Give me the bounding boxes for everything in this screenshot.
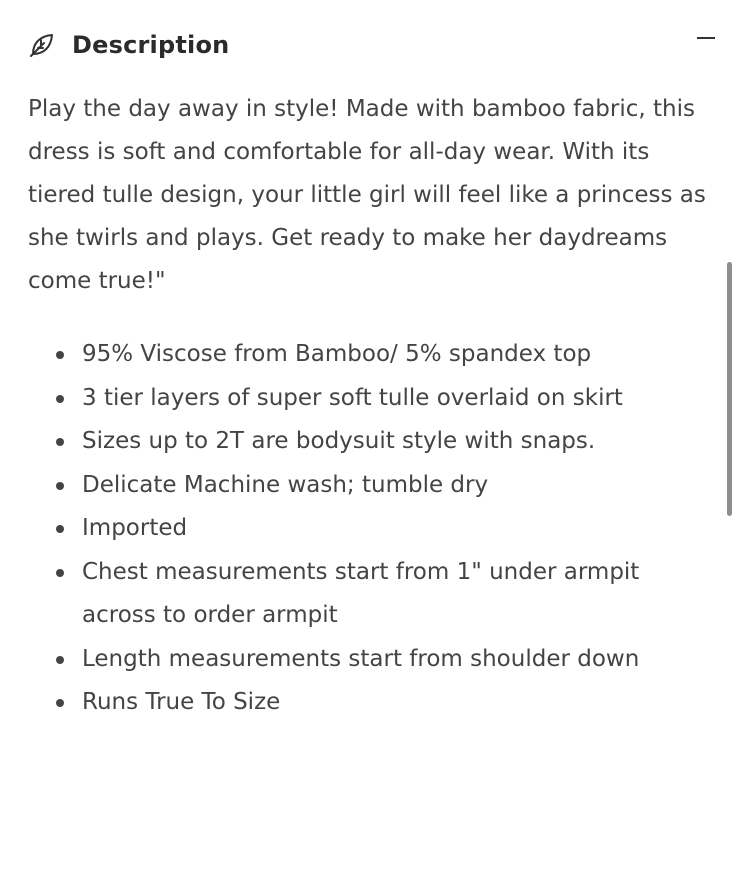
- bullet-dot: [56, 525, 64, 533]
- description-content: [28, 88, 714, 725]
- feature-text: 3 tier layers of super soft tulle overlaid on skirt: [82, 384, 623, 411]
- feature-text: Length measurements start from shoulder down: [82, 645, 640, 672]
- feature-item: [28, 420, 642, 464]
- feature-text: 95% Viscose from Bamboo/ 5% spandex top: [82, 341, 592, 367]
- bullet-dot: [56, 656, 64, 664]
- feature-item: [28, 681, 642, 725]
- leaf-icon: [28, 31, 56, 59]
- bullet-dot: [56, 569, 64, 577]
- feature-text: Sizes up to 2T are bodysuit style with snaps.: [82, 428, 596, 454]
- feature-text: Imported: [82, 515, 188, 541]
- bullet-dot: [56, 482, 64, 490]
- feature-item: [28, 638, 642, 682]
- bullet-dot: [56, 395, 64, 403]
- feature-text: Runs True To Size: [82, 689, 281, 715]
- header-left: [28, 31, 229, 59]
- feature-list: [28, 333, 714, 725]
- description-intro: Play the day away in style! Made with bamboo fabric, this dress is soft and comfortable for all-day wear. With its tiered tulle design, your little girl will feel like a princess as she twirls and plays. Get ready to make her daydreams come true!": [28, 96, 706, 294]
- bullet-dot: [56, 351, 64, 359]
- bullet-dot: [56, 438, 64, 446]
- feature-item: [28, 377, 642, 421]
- feature-text: Chest measurements start from 1" under armpit across to order armpit: [82, 558, 640, 628]
- feature-text: Delicate Machine wash; tumble dry: [82, 471, 489, 498]
- bullet-dot: [56, 699, 64, 707]
- feature-item: [28, 551, 642, 638]
- feature-item: [28, 333, 642, 377]
- feature-item: [28, 464, 642, 508]
- description-accordion-header[interactable]: [28, 24, 716, 66]
- scrollbar-thumb[interactable]: [727, 262, 732, 516]
- accordion-title: Description: [72, 31, 230, 59]
- feature-item: [28, 507, 642, 551]
- minus-icon[interactable]: [696, 28, 716, 48]
